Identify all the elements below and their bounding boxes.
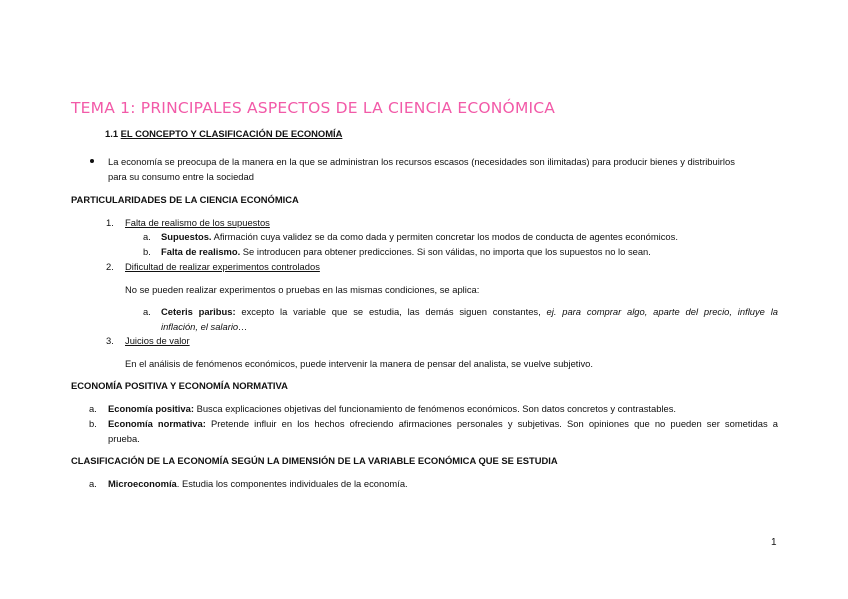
section-number: 1.1 — [105, 128, 119, 139]
list-number: 3. — [106, 335, 114, 346]
definition: Afirmación cuya validez se da como dada y permiten concretar los modos de conducta de agentes económicos. — [211, 231, 678, 242]
list-item — [161, 231, 678, 242]
intro-line-2: para su consumo entre la sociedad — [108, 171, 254, 182]
section-heading — [105, 128, 342, 139]
definition: Busca explicaciones objetivas del funcionamiento de fenómenos económicos. Son datos concretos y contrastables. — [193, 403, 677, 414]
example: ej. para comprar algo, aparte del precio, influye la — [546, 306, 779, 317]
clasificacion-heading: CLASIFICACIÓN DE LA ECONOMÍA SEGÚN LA DIMENSIÓN DE LA VARIABLE ECONÓMICA QUE SE ESTUDIA — [71, 455, 558, 466]
term: Supuestos. — [161, 231, 212, 242]
example-continued: inflación, el salario… — [161, 321, 248, 332]
term: Ceteris paribus: — [161, 306, 236, 317]
list-item — [108, 418, 778, 429]
paragraph: No se pueden realizar experimentos o pruebas en las mismas condiciones, se aplica: — [125, 284, 480, 295]
list-number: 2. — [106, 261, 114, 272]
positiva-heading: ECONOMÍA POSITIVA Y ECONOMÍA NORMATIVA — [71, 380, 288, 391]
term: Economía normativa: — [108, 418, 206, 429]
definition-continued: prueba. — [108, 433, 140, 444]
particularidades-heading: PARTICULARIDADES DE LA CIENCIA ECONÓMICA — [71, 194, 299, 205]
definition: Pretende influir en los hechos ofreciendo afirmaciones personales y subjetivas. Son opiniones que no pueden ser sometidas a — [205, 418, 778, 429]
item-label: Falta de realismo de los supuestos — [125, 217, 270, 228]
list-item — [108, 403, 676, 414]
definition: excepto la variable que se estudia, las demás siguen constantes, — [235, 306, 547, 317]
term: Economía positiva: — [108, 403, 194, 414]
page-number: 1 — [771, 537, 777, 548]
list-number: 1. — [106, 217, 114, 228]
list-marker: a. — [89, 478, 97, 489]
bullet-icon — [90, 159, 94, 163]
term: Microeconomía — [108, 478, 177, 489]
list-item — [108, 478, 408, 489]
term: Falta de realismo. — [161, 246, 241, 257]
item-label: Juicios de valor — [125, 335, 190, 346]
item-label: Dificultad de realizar experimentos controlados — [125, 261, 320, 272]
intro-line-1: La economía se preocupa de la manera en la que se administran los recursos escasos (necesidades son ilimitadas) para producir bienes y distribuirlos — [108, 156, 735, 167]
section-label: EL CONCEPTO Y CLASIFICACIÓN DE ECONOMÍA — [120, 128, 343, 139]
list-marker: b. — [143, 246, 151, 257]
list-marker: a. — [89, 403, 97, 414]
list-item — [161, 306, 778, 317]
definition: . Estudia los componentes individuales de la economía. — [176, 478, 408, 489]
list-marker: a. — [143, 306, 151, 317]
page-title: TEMA 1: PRINCIPALES ASPECTOS DE LA CIENCIA ECONÓMICA — [71, 99, 556, 117]
list-marker: a. — [143, 231, 151, 242]
paragraph: En el análisis de fenómenos económicos, puede intervenir la manera de pensar del analista, se vuelve subjetivo. — [125, 358, 593, 369]
list-item — [161, 246, 651, 257]
list-marker: b. — [89, 418, 97, 429]
definition: Se introducen para obtener predicciones. Si son válidas, no importa que los supuestos no lo sean. — [240, 246, 651, 257]
